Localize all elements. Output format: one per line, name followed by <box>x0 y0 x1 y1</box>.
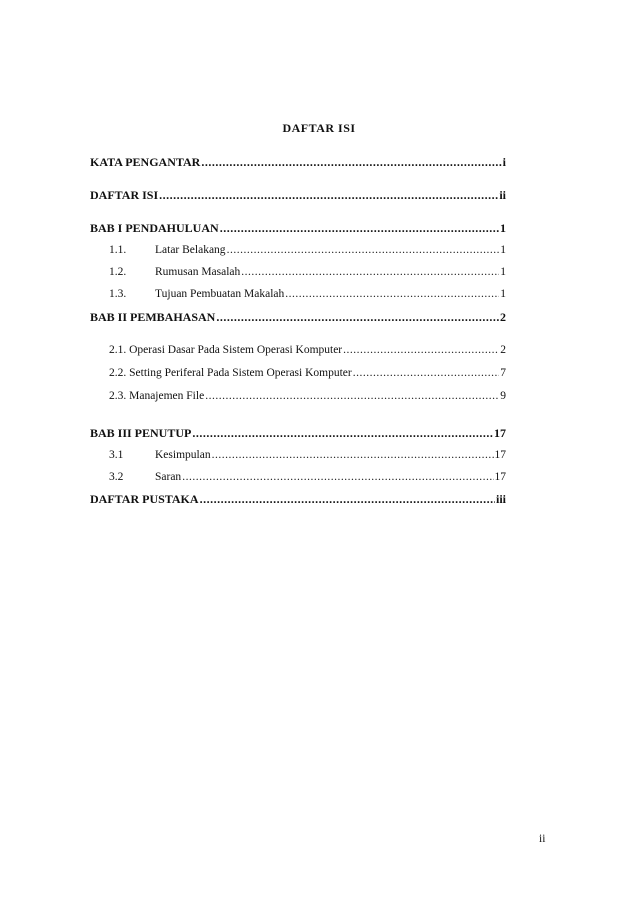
page-number: ii <box>539 833 546 845</box>
leader-dots <box>205 390 499 402</box>
toc-label: BAB I PENDAHULUAN <box>90 221 219 235</box>
toc-label: 2.2. Setting Periferal Pada Sistem Operasi Komputer <box>109 367 352 379</box>
leader-dots <box>220 221 499 236</box>
leader-dots <box>241 266 499 278</box>
toc-entry-daftar-isi <box>90 188 506 203</box>
leader-dots <box>227 244 500 256</box>
leader-dots <box>343 344 499 356</box>
leader-dots <box>216 310 499 325</box>
leader-dots <box>212 449 494 461</box>
toc-entry-bab-3 <box>90 426 506 441</box>
toc-label: DAFTAR ISI <box>90 188 159 202</box>
toc-sub-number: 3.1 <box>109 449 124 461</box>
toc-page-number: 1 <box>500 266 506 278</box>
leader-dots <box>285 288 499 300</box>
toc-page-number: 17 <box>494 449 506 461</box>
toc-subentry <box>109 344 506 356</box>
toc-label: Rumusan Masalah <box>155 266 241 278</box>
leader-dots <box>159 188 498 203</box>
toc-sub-number: 1.3. <box>109 288 127 300</box>
toc-subentry <box>109 449 506 461</box>
leader-dots <box>192 426 493 441</box>
toc-page-number: 1 <box>500 244 506 256</box>
toc-label: Latar Belakang <box>155 244 226 256</box>
toc-label: Kesimpulan <box>155 449 211 461</box>
leader-dots <box>200 492 495 507</box>
toc-page-number: ii <box>499 188 506 202</box>
toc-sub-number: 1.2. <box>109 266 127 278</box>
leader-dots <box>353 367 500 379</box>
toc-label: 2.3. Manajemen File <box>109 390 205 402</box>
toc-label: BAB III PENUTUP <box>90 426 192 440</box>
toc-page-number: 2 <box>500 344 506 356</box>
toc-label: BAB II PEMBAHASAN <box>90 310 216 324</box>
toc-sub-number: 1.1. <box>109 244 127 256</box>
toc-entry-kata-pengantar <box>90 155 506 170</box>
toc-subentry <box>109 288 506 300</box>
toc-page-number: 17 <box>494 471 506 483</box>
toc-label: 2.1. Operasi Dasar Pada Sistem Operasi Komputer <box>109 344 343 356</box>
toc-page-number: 1 <box>500 221 506 235</box>
page-title: DAFTAR ISI <box>282 121 356 135</box>
toc-subentry <box>109 266 506 278</box>
toc-label: Saran <box>155 471 182 483</box>
toc-page-number: 1 <box>500 288 506 300</box>
toc-label: DAFTAR PUSTAKA <box>90 492 199 506</box>
toc-page-number: iii <box>495 492 506 506</box>
toc-page-number: i <box>502 155 506 169</box>
leader-dots <box>182 471 493 483</box>
toc-subentry <box>109 367 506 379</box>
toc-label: KATA PENGANTAR <box>90 155 201 169</box>
toc-entry-daftar-pustaka <box>90 492 506 507</box>
toc-subentry <box>109 244 506 256</box>
toc-page-number: 9 <box>500 390 506 402</box>
toc-subentry <box>109 471 506 483</box>
toc-page-number: 17 <box>494 426 506 440</box>
toc-sub-number: 3.2 <box>109 471 124 483</box>
toc-entry-bab-2 <box>90 310 506 325</box>
toc-subentry <box>109 390 506 402</box>
toc-page-number: 2 <box>500 310 506 324</box>
toc-label: Tujuan Pembuatan Makalah <box>155 288 285 300</box>
toc-entry-bab-1 <box>90 221 506 236</box>
leader-dots <box>201 155 501 170</box>
toc-page-number: 7 <box>500 367 506 379</box>
